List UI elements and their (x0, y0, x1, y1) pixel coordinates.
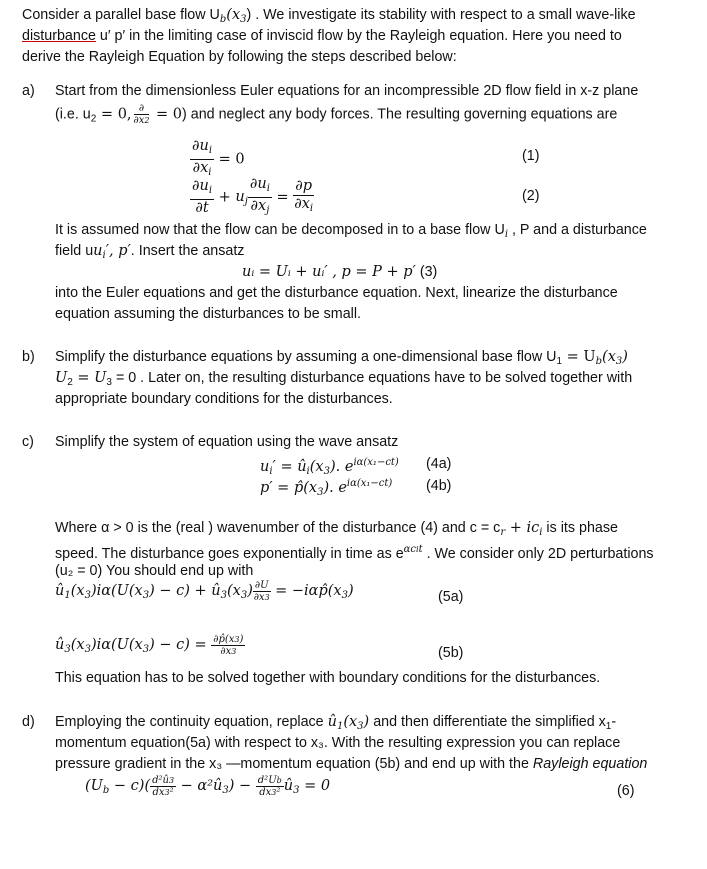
equation-4b-number: (4b) (426, 478, 452, 494)
part-b-label: b) (22, 349, 35, 365)
part-c-line-2: Where α > 0 is the (real ) wavenumber of the disturbance (4) and $c = c_r + ic_i$ is its phase (55, 520, 618, 538)
equation-4b: $p' = p̂(x_3)$. $e^{i\alpha(x_1-ct)}$ (260, 478, 393, 498)
part-a-line-2: (i.e. $u_2 = 0$, $\frac{\partial}{\partial x2}$ = 0) and neglect any body forces. The resulting governing equations are (55, 103, 618, 126)
part-d-line-2: momentum equation(5a) with respect to x₃. With the resulting expression you can replace (55, 735, 621, 751)
part-c-label: c) (22, 434, 34, 450)
intro-line-2: disturbance u′ p′ in the limiting case of inviscid flow by the Rayleigh equation. Here you need to (22, 28, 622, 44)
equation-4a: $u_i'$ = $û_i(x_3)$. $e^{i\alpha(x_1-ct)}$ (260, 457, 399, 477)
part-a-line-1: Start from the dimensionless Euler equations for an incompressible 2D flow field in x-z plane (55, 83, 639, 99)
equation-3: uᵢ = Uᵢ + uᵢ′ , p = P + p′ (3) (242, 264, 438, 280)
part-d-line-1: Employing the continuity equation, replace $û_1(x_3)$ and then differentiate the simplified $x_1-$ (55, 714, 617, 732)
part-d-line-3: pressure gradient in the x₃ —momentum equation (5b) and end up with the Rayleigh equation (55, 756, 648, 772)
part-a-line-4: field $uu_i'$, p′. Insert the ansatz (55, 243, 245, 261)
part-b-line-3: appropriate boundary conditions for the disturbances. (55, 391, 393, 407)
equation-5a: $û_1(x_3)i\alpha(U(x_3) - c)$ + $û_3(x_3)$ $\frac{\partial U}{\partial x3}$ = $-i\alpha p̂(x_3)$ (55, 580, 354, 603)
part-a-line-6: equation assuming the disturbances to be small. (55, 306, 361, 322)
part-b-line-2: $U_2 = U_3 = 0$ . Later on, the resulting disturbance equations have to be solved together with (55, 370, 633, 388)
equation-1-number: (1) (522, 148, 540, 164)
intro-line-1: Consider a parallel base flow $U_b(x_3)$ . We investigate its stability with respect to a small wave-like (22, 7, 636, 25)
part-b-line-1: Simplify the disturbance equations by assuming a one-dimensional base flow $U_1 = U_b(x_3)$ (55, 349, 628, 367)
part-a-line-5: into the Euler equations and get the disturbance equation. Next, linearize the disturbance (55, 285, 618, 301)
part-c-line-3: speed. The disturbance goes exponentially in time as $e^{\alpha cit}$ . We consider only 2D perturbations (55, 544, 654, 562)
equation-5a-number: (5a) (438, 589, 464, 605)
equation-4a-number: (4a) (426, 456, 452, 472)
part-d-label: d) (22, 714, 35, 730)
equation-5b-number: (5b) (438, 645, 464, 661)
part-c-line-4: (u₂ = 0) You should end up with (55, 563, 254, 579)
intro-line-3: derive the Rayleigh Equation by following the steps described below: (22, 49, 457, 65)
equation-1: $\frac{\partial u_i}{\partial x_i}$ = 0 (192, 138, 245, 178)
equation-2: $\frac{\partial u_i}{\partial t}$ + $u_j$ $\frac{\partial u_i}{\partial x_j}$ = $\frac{\partial p}{\partial x_i}$ (192, 176, 314, 216)
part-c-line-1: Simplify the system of equation using the wave ansatz (55, 434, 399, 450)
equation-2-number: (2) (522, 188, 540, 204)
part-c-line-5: This equation has to be solved together with boundary conditions for the disturbances. (55, 670, 601, 686)
equation-5b: $û_3(x_3)i\alpha(U(x_3) - c)$ = $\frac{\partial p̂(x3)}{\partial x3}$ (55, 634, 244, 657)
part-a-label: a) (22, 83, 35, 99)
part-a-line-3: It is assumed now that the flow can be decomposed in to a base flow $U_i$ , P and a disturbance (55, 222, 647, 240)
equation-6-number: (6) (617, 783, 635, 799)
equation-6-rayleigh: $(U_b - c)$( $\frac{\text{d²û3}}{\text{dx3²}}$ − $\alpha^2û_3$) − $\frac{\text{d²Ub}}{\text{dx3²}}$ $û_3 = 0$ (85, 775, 331, 798)
